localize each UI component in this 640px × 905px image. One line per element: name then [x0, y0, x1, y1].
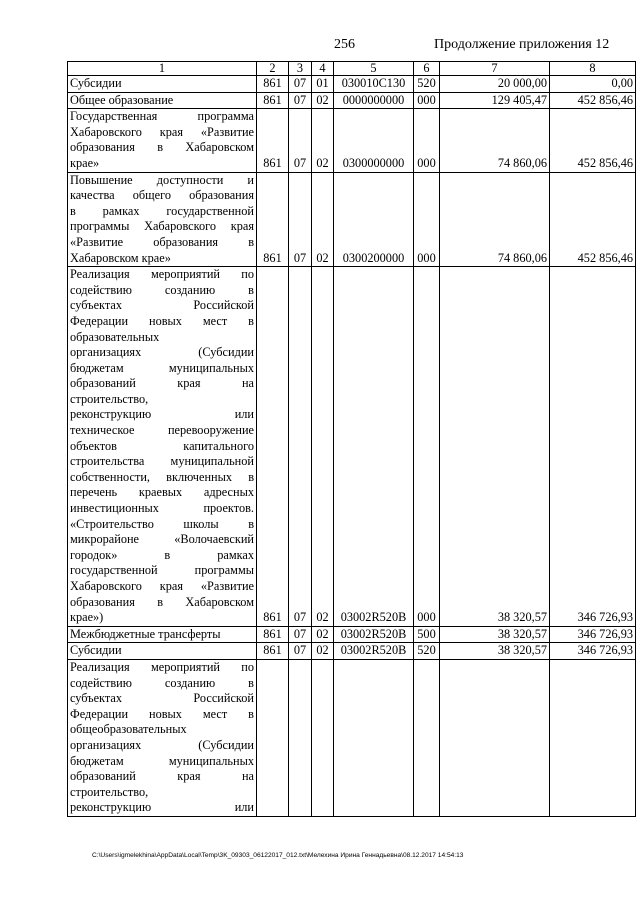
- name-line: крае»): [70, 610, 104, 625]
- name-line: образований края на: [70, 376, 254, 391]
- name-line: Субсидии: [70, 76, 122, 90]
- name-line: бюджетам муниципальных: [70, 360, 254, 375]
- table-row: [68, 659, 636, 816]
- cell-target-article: 03002R520B: [334, 626, 414, 643]
- name-line: Хабаровском крае»: [70, 250, 171, 265]
- cell-name: [68, 626, 257, 643]
- name-line: перечень краевых адресных: [70, 485, 254, 500]
- name-line: крае»: [70, 155, 100, 170]
- column-header: 8: [550, 62, 636, 76]
- cell-name: [68, 172, 257, 267]
- name-line: субъектах Российской: [70, 298, 254, 313]
- cell-grbs: 861: [257, 92, 289, 109]
- cell-subsection: 02: [312, 109, 334, 172]
- cell-sum-2017: 74 860,06: [440, 109, 550, 172]
- cell-section: 07: [289, 172, 312, 267]
- name-line: образования в Хабаровском: [70, 594, 254, 609]
- cell-subsection: 02: [312, 92, 334, 109]
- name-line: техническое перевооружение: [70, 423, 254, 438]
- cell-grbs: 861: [257, 626, 289, 643]
- name-line: образований края на: [70, 769, 254, 784]
- cell-sum-2018: 0,00: [550, 76, 636, 93]
- cell-section: [289, 659, 312, 816]
- name-line: реконструкцию или: [70, 800, 254, 815]
- name-line: Межбюджетные трансферты: [70, 626, 221, 641]
- name-line: организациях (Субсидии: [70, 345, 254, 360]
- continuation-caption: Продолжение приложения 12: [434, 37, 610, 52]
- column-header: 6: [414, 62, 440, 76]
- cell-target-article: 0300200000: [334, 172, 414, 267]
- table-body: [68, 76, 636, 817]
- cell-sum-2017: 74 860,06: [440, 172, 550, 267]
- cell-expense-type: 000: [414, 267, 440, 627]
- name-line: образовательных: [70, 329, 160, 344]
- cell-sum-2018: 452 856,46: [550, 92, 636, 109]
- cell-section: 07: [289, 626, 312, 643]
- table-row: [68, 76, 636, 93]
- cell-target-article: 030010С130: [334, 76, 414, 93]
- table-row: [68, 626, 636, 643]
- page-number: 256: [334, 37, 355, 52]
- cell-subsection: 02: [312, 626, 334, 643]
- cell-name: [68, 92, 257, 109]
- name-line: Федерации новых мест в: [70, 706, 254, 721]
- name-line: Повышение доступности и: [70, 172, 254, 187]
- name-line: программы Хабаровского края: [70, 219, 254, 234]
- cell-grbs: [257, 659, 289, 816]
- name-line: реконструкцию или: [70, 407, 254, 422]
- cell-target-article: 03002R520B: [334, 267, 414, 627]
- cell-sum-2018: 346 726,93: [550, 643, 636, 660]
- name-line: государственной программы: [70, 563, 254, 578]
- name-line: «Развитие образования в: [70, 234, 254, 249]
- name-line: субъектах Российской: [70, 691, 254, 706]
- name-line: образования в Хабаровском: [70, 140, 254, 155]
- cell-expense-type: 000: [414, 172, 440, 267]
- cell-sum-2018: [550, 659, 636, 816]
- budget-table: [67, 61, 636, 817]
- column-header: 2: [257, 62, 289, 76]
- name-line: строительство,: [70, 391, 149, 406]
- cell-sum-2017: 38 320,57: [440, 626, 550, 643]
- table-row: [68, 267, 636, 627]
- name-line: строительства муниципальной: [70, 454, 254, 469]
- cell-subsection: 01: [312, 76, 334, 93]
- name-line: Хабаровского края «Развитие: [70, 579, 254, 593]
- cell-sum-2018: 452 856,46: [550, 172, 636, 267]
- cell-target-article: [334, 659, 414, 816]
- name-line: организациях (Субсидии: [70, 737, 254, 752]
- cell-sum-2018: 452 856,46: [550, 109, 636, 172]
- cell-section: 07: [289, 92, 312, 109]
- name-line: Реализация мероприятий по: [70, 659, 254, 674]
- column-header: 1: [68, 62, 257, 76]
- cell-grbs: 861: [257, 172, 289, 267]
- header-row: [68, 62, 636, 76]
- cell-expense-type: 520: [414, 76, 440, 93]
- cell-sum-2018: 346 726,93: [550, 626, 636, 643]
- name-line: Хабаровского края «Развитие: [70, 124, 254, 139]
- cell-grbs: 861: [257, 76, 289, 93]
- cell-section: 07: [289, 643, 312, 660]
- name-line: Субсидии: [70, 643, 122, 658]
- table-row: [68, 172, 636, 267]
- cell-name: [68, 659, 257, 816]
- cell-section: 07: [289, 109, 312, 172]
- column-header: 4: [312, 62, 334, 76]
- cell-expense-type: 000: [414, 109, 440, 172]
- name-line: содействию созданию в: [70, 282, 254, 297]
- name-line: объектов капитального: [70, 438, 254, 453]
- cell-target-article: 0300000000: [334, 109, 414, 172]
- cell-grbs: 861: [257, 267, 289, 627]
- cell-grbs: 861: [257, 109, 289, 172]
- table-header: [68, 62, 636, 76]
- cell-sum-2018: 346 726,93: [550, 267, 636, 627]
- cell-name: [68, 109, 257, 172]
- name-line: «Строительство школы в: [70, 516, 254, 531]
- name-line: Общее образование: [70, 92, 174, 107]
- cell-subsection: [312, 659, 334, 816]
- cell-subsection: 02: [312, 267, 334, 627]
- name-line: собственности, включенных в: [70, 469, 254, 484]
- cell-subsection: 02: [312, 172, 334, 267]
- table-row: [68, 92, 636, 109]
- column-header: 5: [334, 62, 414, 76]
- name-line: строительство,: [70, 784, 149, 799]
- cell-name: [68, 643, 257, 660]
- table-row: [68, 109, 636, 172]
- cell-sum-2017: 38 320,57: [440, 267, 550, 627]
- cell-subsection: 02: [312, 643, 334, 660]
- column-header: 3: [289, 62, 312, 76]
- cell-section: 07: [289, 267, 312, 627]
- column-header: 7: [440, 62, 550, 76]
- cell-target-article: 03002R520B: [334, 643, 414, 660]
- cell-sum-2017: [440, 659, 550, 816]
- name-line: Реализация мероприятий по: [70, 267, 254, 282]
- footer-path: C:\Users\igmelekhina\AppData\Local\Temp\3K_09303_06122017_012.txt\Мелехина Ирина Геннадьевна\08.12.2017 14:54:13: [92, 852, 464, 859]
- cell-name: [68, 267, 257, 627]
- cell-expense-type: 520: [414, 643, 440, 660]
- name-line: городок» в рамках: [70, 547, 254, 562]
- name-line: в рамках государственной: [70, 203, 254, 218]
- cell-sum-2017: 38 320,57: [440, 643, 550, 660]
- cell-expense-type: [414, 659, 440, 816]
- name-line: микрорайоне «Волочаевский: [70, 532, 254, 547]
- cell-grbs: 861: [257, 643, 289, 660]
- cell-sum-2017: 129 405,47: [440, 92, 550, 109]
- table-row: [68, 643, 636, 660]
- name-line: качества общего образования: [70, 188, 254, 203]
- name-line: содействию созданию в: [70, 675, 254, 690]
- name-line: бюджетам муниципальных: [70, 753, 254, 768]
- cell-target-article: 0000000000: [334, 92, 414, 109]
- cell-expense-type: 500: [414, 626, 440, 643]
- name-line: Государственная программа: [70, 109, 254, 124]
- cell-name: [68, 76, 257, 93]
- cell-sum-2017: 20 000,00: [440, 76, 550, 93]
- cell-section: 07: [289, 76, 312, 93]
- name-line: Федерации новых мест в: [70, 313, 254, 328]
- name-line: общеобразовательных: [70, 722, 187, 737]
- name-line: инвестиционных проектов.: [70, 501, 254, 516]
- cell-expense-type: 000: [414, 92, 440, 109]
